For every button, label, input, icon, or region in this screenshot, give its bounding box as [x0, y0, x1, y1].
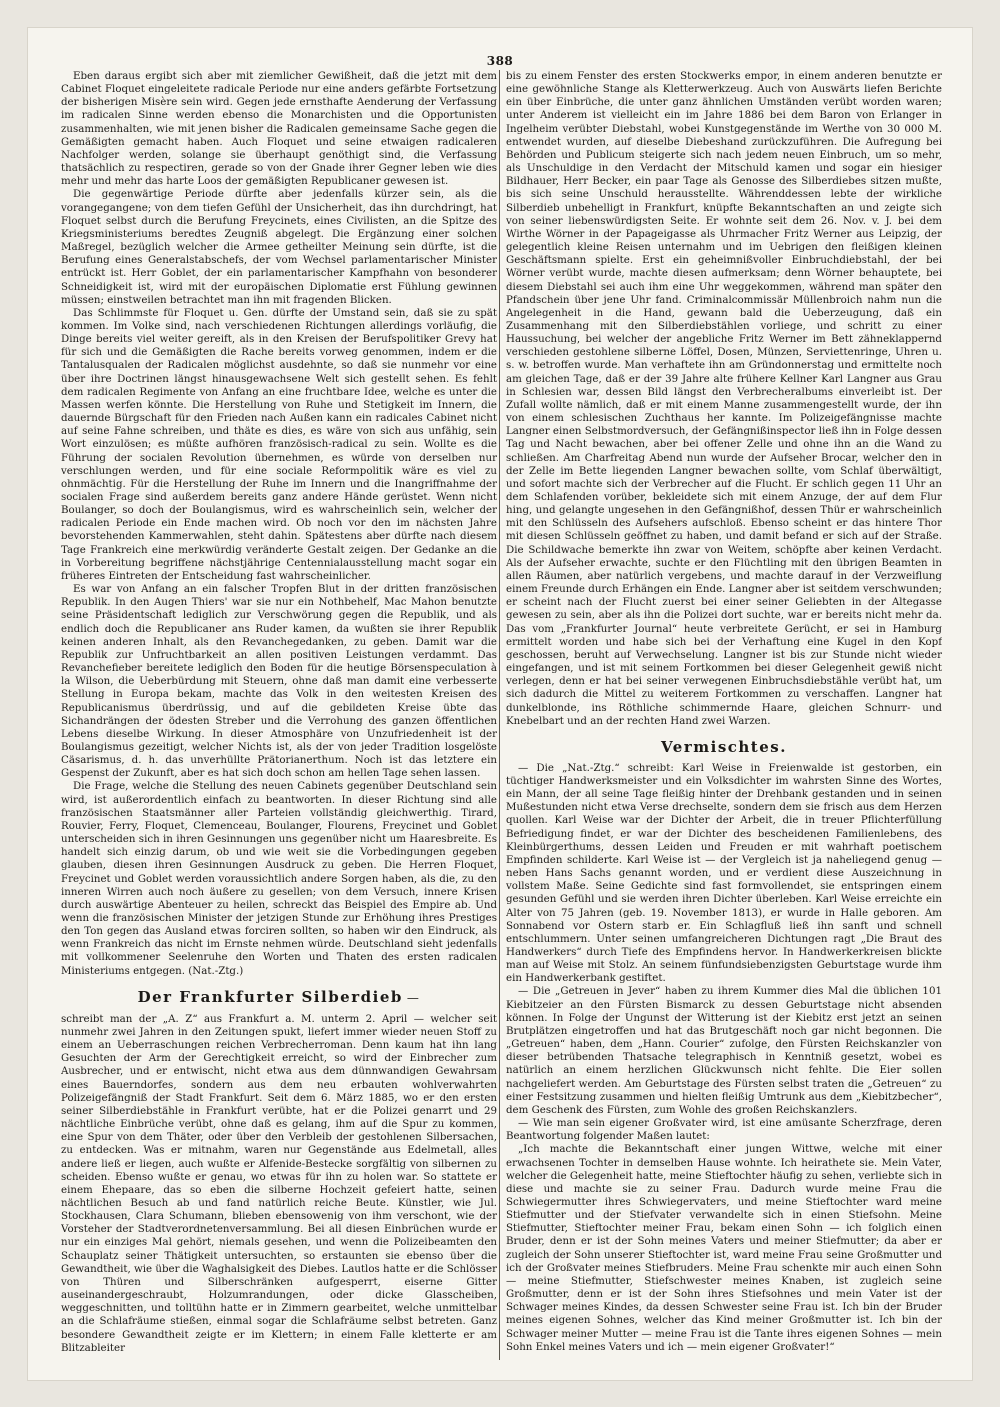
- heading-text: Der Frankfurter Silberdieb: [137, 987, 403, 1006]
- paragraph: Die gegenwärtige Periode dürfte aber jedenfalls kürzer sein, als die vorangegangene; von dem tiefen Gefühl der Unsicherheit, das ihn durchdringt, hat Floquet selbst durch die Berufung Freycinets, eines Civilisten, an die Spitze des Kriegsministeriums beredtes Zeugniß abgelegt. Die Ergänzung einer solchen Maßregel, bezüglich welcher die Armee getheilter Meinung sein dürfte, ist die Berufung eines Generalstabschefs, der vom Wechsel parlamentarischer Minister entrückt ist. Herr Goblet, der ein parlamentarischer Kampfhahn von besonderer Schneidigkeit ist, wird mit der europäischen Diplomatie erst Fühlung gewinnen müssen; einstweilen betrachtet man ihn mit fragenden Blicken.: [61, 188, 497, 306]
- paragraph: Es war von Anfang an ein falscher Tropfen Blut in der dritten französischen Republik. In den Augen Thiers' war sie nur ein Nothbehelf, Mac Mahon benutzte seine Präsidentschaft lediglich zur Verschwörung gegen die Republik, und als endlich doch die Republicaner ans Ruder kamen, da wußten sie ihrer Republik keinen anderen Inhalt, als den Revanchegedanken, zu geben. Damit war die Republik zur Unfruchtbarkeit an allen positiven Leistungen verdammt. Das Revanchefieber bereitete lediglich den Boden für die heutige Börsenspeculation à la Wilson, die Ueberbürdung mit Steuern, ohne daß man damit eine verbesserte Stellung in Europa bekam, machte das Volk in den weitesten Kreisen des Republicanismus überdrüssig, und auf die gebildeten Kreise übte das Sichandrängen der ödesten Streber und die Verrohung des ganzen öffentlichen Lebens dieselbe Wirkung. In dieser Atmosphäre von Unzufriedenheit ist der Boulangismus gezeitigt, welcher Nichts ist, als der von jeder Tradition losgelöste Cäsarismus, d. h. das unverhüllte Prätorianerthum. Noch ist das letztere ein Gespenst der Zukunft, aber es hat sich doch schon am hellen Tage sehen lassen.: [61, 583, 497, 780]
- column-divider: [499, 70, 500, 1360]
- left-column: [61, 70, 497, 1360]
- paragraph: — Die „Getreuen in Jever“ haben zu ihrem Kummer dies Mal die üblichen 101 Kiebitzeier an den Fürsten Bismarck zu dessen Geburtstage nicht absenden können. In Folge der Ungunst der Witterung ist der Kiebitz erst jetzt an seinen Brutplätzen eingetroffen und hat das Brutgeschäft noch gar nicht begonnen. Die „Getreuen“ haben, dem „Hann. Courier“ zufolge, den Fürsten Reichskanzler von dieser betrübenden Thatsache telegraphisch in Kenntniß gesetzt, wobei es natürlich an einem herzlichen Glückwunsch nicht fehlte. Die Eier sollen nachgeliefert werden. Am Geburtstage des Fürsten selbst traten die „Getreuen“ zu einer Festsitzung zusammen und hielten fleißig Umtrunk aus dem „Kiebitzbecher“, dem Geschenk des Fürsten, zum Wohle des großen Reichskanzlers.: [506, 985, 942, 1116]
- paragraph: schreibt man der „A. Z“ aus Frankfurt a. M. unterm 2. April — welcher seit nunmehr zwei Jahren in den Zeitungen spukt, liefert immer wieder neuen Stoff zu einem an Ueberraschungen reichen Verbrecherroman. Denn kaum hat ihn lang Gesuchten der Arm der Gerechtigkeit erreicht, so wird der Einbrecher zum Ausbrecher, und er entwischt, nicht etwa aus dem dünnwandigen Gewahrsam eines Bauerndorfes, sondern aus dem neu erbauten wohlverwahrten Polizeigefängniß der Stadt Frankfurt. Seit dem 6. März 1885, wo er den ersten seiner Silberdiebstähle in Frankfurt verübte, hat er die Polizei genarrt und 29 nächtliche Einbrüche verübt, ohne daß es gelang, ihm auf die Spur zu kommen, eine Spur von dem Thäter, oder über den Verbleib der gestohlenen Silbersachen, zu entdecken. Was er mitnahm, waren nur Gegenstände aus Edelmetall, alles andere ließ er liegen, auch wußte er Alfenide-Bestecke sorgfältig von silbernen zu scheiden. Ebenso wußte er genau, wo etwas für ihn zu holen war. So stattete er einem Ehepaare, das so eben die silberne Hochzeit gefeiert hatte, seinen nächtlichen Besuch ab und fand natürlich reiche Beute. Künstler, wie Jul. Stockhausen, Clara Schumann, blieben ebensowenig von ihm verschont, wie der Vorsteher der Stadtverordnetenversammlung. Bei all diesen Einbrüchen wurde er nur ein einziges Mal gehört, niemals gesehen, und wenn die Polizeibeamten den Schauplatz seiner Thätigkeit untersuchten, so erstaunten sie ebenso über die Gewandtheit, wie über die Waghalsigkeit des Diebes. Lautlos hatte er die Schlösser von Thüren und Silberschränken aufgesperrt, eiserne Gitter auseinandergeschraubt, Holzumrandungen, oder dicke Glasscheiben, weggeschnitten, und tolltühn hatte er in Zimmern gearbeitet, welche unmittelbar an die Schlafräume stießen, einmal sogar die Schlafräume selbst betreten. Ganz besondere Gewandtheit zeigte er im Klettern; in einem Falle kletterte er am Blitzableiter: [61, 1012, 497, 1354]
- paragraph: „Ich machte die Bekanntschaft einer jungen Wittwe, welche mit einer erwachsenen Tochter in demselben Hause wohnte. Ich heirathete sie. Mein Vater, welcher die Gelegenheit hatte, meine Stieftochter häufig zu sehen, verliebte sich in diese und machte sie zu seiner Frau. Dadurch wurde meine Frau die Schwiegermutter ihres Schwiegervaters, und meine Stieftochter ward meine Stiefmutter und der Stiefvater verwandelte sich in einen Stiefsohn. Meine Stiefmutter, Stieftochter meiner Frau, bekam einen Sohn — ich folglich einen Bruder, denn er ist der Sohn meines Vaters und meiner Stiefmutter; da aber er zugleich der Sohn unserer Stieftochter ist, ward meine Frau seine Großmutter und ich der Großvater meines Stiefbruders. Meine Frau schenkte mir auch einen Sohn — meine Stiefmutter, Stiefschwester meines Knaben, ist zugleich seine Großmutter, denn er ist der Sohn ihres Stiefsohnes und mein Vater ist der Schwager meines Kindes, da dessen Schwester seine Frau ist. Ich bin der Bruder meines eigenen Sohnes, welcher das Kind meiner Großmutter ist. Ich bin der Schwager meiner Mutter — meine Frau ist die Tante ihres eigenen Sohnes — mein Sohn Enkel meines Vaters und ich — mein eigener Großvater!“: [506, 1143, 942, 1353]
- paragraph: Eben daraus ergibt sich aber mit ziemlicher Gewißheit, daß die jetzt mit dem Cabinet Floquet eingeleitete radicale Periode nur eine anders gefärbte Fortsetzung der bisherigen Misère sein wird. Gegen jede ernsthafte Aenderung der Verfassung im radicalen Sinne werden ebenso die Monarchisten und die Opportunisten zusammenhalten, wie mit jenen bisher die Radicalen gemeinsame Sache gegen die Gemäßigten gemacht haben. Auch Floquet und seine etwaigen radicaleren Nachfolger werden, solange sie überhaupt genöthigt sind, die Verfassung thatsächlich zu respectiren, gerade so von der Gnade ihrer Gegner leben wie dies mehr und mehr das harte Loos der gemäßigten Republicaner gewesen ist.: [61, 70, 497, 188]
- article-heading-silberdieb: [61, 988, 497, 1007]
- heading-dash: —: [406, 990, 421, 1005]
- paragraph: — Die „Nat.-Ztg.“ schreibt: Karl Weise in Freienwalde ist gestorben, ein tüchtiger Handwerksmeister und ein Volksdichter im wahrsten Sinne des Wortes, ein Mann, der all seine Tage fleißig hinter der Drehbank gestanden und in seinen Mußestunden nicht etwa Verse drechselte, sondern dem sie frisch aus dem Herzen quollen. Karl Weise war der Dichter der Arbeit, die in treuer Pflichterfüllung Befriedigung findet, er war der Dichter des bescheidenen Familienlebens, des Kleinbürgerthums, dessen Leiden und Freuden er mit wahrhaft poetischem Empfinden schilderte. Karl Weise ist — der Vergleich ist ja naheliegend genug — neben Hans Sachs genannt worden, und er verdient diese Auszeichnung in vollstem Maße. Seine Gedichte sind fast formvollendet, sie entspringen einem gesunden Gefühl und sie werden ihren Dichter überleben. Karl Weise erreichte ein Alter von 75 Jahren (geb. 19. November 1813), er wurde in Halle geboren. Am Sonnabend vor Ostern starb er. Ein Schlagfluß ließ ihn sanft und schnell entschlummern. Unter seinen umfangreicheren Dichtungen ragt „Die Braut des Handwerkers“ durch Tiefe des Empfindens hervor. In Handwerkerkreisen blickte man auf Weise mit Stolz. An seinem fünfundsiebenzigsten Geburtstage wurde ihm ein Handwerkerbank gestiftet.: [506, 761, 942, 985]
- newspaper-page: [28, 28, 972, 1380]
- right-column: [506, 70, 942, 1360]
- paragraph: — Wie man sein eigener Großvater wird, ist eine amüsante Scherzfrage, deren Beantwortung folgender Maßen lautet:: [506, 1117, 942, 1143]
- paragraph: Die Frage, welche die Stellung des neuen Cabinets gegenüber Deutschland sein wird, ist außerordentlich einfach zu beantworten. In dieser Richtung sind alle französischen Staatsmänner aller Parteien vollständig gleichwerthig. Tirard, Rouvier, Ferry, Floquet, Clemenceau, Boulanger, Flourens, Freycinet und Goblet unterscheiden sich in ihren Gesinnungen uns gegenüber nicht um Haaresbreite. Es handelt sich einzig darum, ob und wie weit sie die Vorbedingungen gegeben glauben, diesen ihren Gesinnungen Ausdruck zu geben. Die Herren Floquet, Freycinet und Goblet werden voraussichtlich andere Sorgen haben, als die, zu den inneren Wirren auch noch äußere zu gesellen; von dem Versuch, innere Krisen durch auswärtige Abenteuer zu heilen, schreckt das Beispiel des Empire ab. Und wenn die französischen Minister der jetzigen Stunde zur Erhöhung ihres Prestiges den Ton gegen das Ausland etwas forciren sollten, so haben wir den Eindruck, als wenn Frankreich das nicht im Ernste nehmen würde. Deutschland sieht jedenfalls mit vollkommener Seelenruhe den Worten und Thaten des ersten radicalen Ministeriums entgegen. (Nat.-Ztg.): [61, 780, 497, 977]
- section-heading-vermischtes: Vermischtes.: [661, 737, 787, 756]
- page-number: 388: [486, 54, 514, 68]
- paragraph: bis zu einem Fenster des ersten Stockwerks empor, in einem anderen benutzte er eine gewöhnliche Stange als Kletterwerkzeug. Auch von Auswärts liefen Berichte ein über Einbrüche, die unter ganz ähnlichen Umständen verübt worden waren; unter Anderem ist vielleicht ein im Jahre 1886 bei dem Baron von Erlanger in Ingelheim verübter Diebstahl, wobei Kunstgegenstände im Werthe von 30 000 M. entwendet wurden, auf dieselbe Diebeshand zurückzuführen. Die Aufregung bei Behörden und Publicum steigerte sich nach jedem neuen Einbruch, um so mehr, als Unschuldige in den Verdacht der Mitschuld kamen und sogar ein hiesiger Bildhauer, Herr Becker, ein paar Tage als Genosse des Silberdiebes sitzen mußte, bis sich seine Unschuld herausstellte. Währenddessen lebte der wirkliche Silberdieb unbehelligt in Frankfurt, knüpfte Bekanntschaften an und zeigte sich von seiner liebenswürdigsten Seite. Er wohnte seit dem 26. Nov. v. J. bei dem Wirthe Wörner in der Papageigasse als Uhrmacher Fritz Werner aus Leipzig, der gelegentlich kleine Reisen unternahm und im Uebrigen den fleißigen kleinen Geschäftsmann spielte. Erst ein geheimnißvoller Einbruchdiebstahl, der bei Wörner verübt wurde, machte diesen aufmerksam; denn Wörner behauptete, bei diesem Diebstahl sei auch ihm eine Uhr weggekommen, während man später den Pfandschein über jene Uhr fand. Criminalcommissär Müllenbroich nahm nun die Angelegenheit in die Hand, gewann bald die Ueberzeugung, daß ein Zusammenhang mit den Silberdiebstählen vorliege, und schritt zu einer Haussuchung, bei welcher der angebliche Fritz Werner im Bett zähneklappernd verschieden gestohlene silberne Löffel, Dosen, Münzen, Serviettenringe, Uhren u. s. w. betroffen wurde. Man verhaftete ihn am Gründonnerstag und ermittelte noch am gleichen Tage, daß er der 39 Jahre alte frühere Kellner Karl Langner aus Grau in Schlesien war, dessen Bild längst den Verbrecheralbums einverleibt ist. Der Zufall wollte nämlich, daß er mit einem Manne zusammengestellt wurde, der ihn von einem schlesischen Zuchthaus her kannte. Im Polizeigefängnisse machte Langner einen Selbstmordversuch, der Gefängnißinspector ließ ihn in Folge dessen Tag und Nacht bewachen, aber bei offener Zelle und ohne ihn an die Wand zu schließen. Am Charfreitag Abend nun wurde der Aufseher Brocar, welcher den in der Zelle im Bette liegenden Langner bewachen sollte, vom Schlaf überwältigt, und sofort machte sich der Verbrecher auf die Flucht. Er schlich gegen 11 Uhr an dem Schlafenden vorüber, bekleidete sich mit einem Anzuge, der auf dem Flur hing, und gelangte ungesehen in den Gefängnißhof, dessen Thür er wahrscheinlich mit den Schlüsseln des Aufsehers aufschloß. Ebenso scheint er das hintere Thor mit diesen Schlüsseln geöffnet zu haben, und damit befand er sich auf der Straße. Die Schildwache bemerkte ihn zwar von Weitem, schöpfte aber keinen Verdacht. Als der Aufseher erwachte, suchte er den Flüchtling mit den übrigen Beamten in allen Räumen, aber natürlich vergebens, und machte darauf in der Verzweiflung einem Freunde durch Erhängen ein Ende. Langner aber ist seitdem verschwunden; er scheint nach der Flucht zuerst bei einer seiner Geliebten in der Altegasse gewesen zu sein, aber als ihn die Polizei dort suchte, war er bereits nicht mehr da. Das vom „Frankfurter Journal“ heute verbreitete Gerücht, er sei in Hamburg ermittelt worden und habe sich bei der Verhaftung eine Kugel in den Kopf geschossen, beruht auf Verwechselung. Langner ist bis zur Stunde nicht wieder eingefangen, und ist mit seinem Fortkommen bei dieser Gelegenheit gewiß nicht verlegen, denn er hat bei seiner verwegenen Einbruchsdiebstähle verübt hat, um sich dadurch die Mittel zu weiterem Fortkommen zu verschaffen. Langner hat dunkelblonde, ins Röthliche schimmernde Haare, gleichen Schnurr- und Knebelbart und an der rechten Hand zwei Warzen.: [506, 70, 942, 727]
- paragraph: Das Schlimmste für Floquet u. Gen. dürfte der Umstand sein, daß sie zu spät kommen. Im Volke sind, nach verschiedenen Richtungen allerdings vorläufig, die Dinge bereits viel weiter gereift, als in den Kreisen der Berufspolitiker Grevy hat für sich und die Gemäßigten die Rache bereits vorweg genommen, indem er die Tantalusqualen der Radicalen möglichst ausdehnte, so daß sie nunmehr vor eine über ihre Doctrinen längst hinausgewachsene Welt sich gestellt sehen. Es fehlt dem radicalen Regimente von Anfang an eine fruchtbare Idee, welche es unter die Massen werfen könnte. Die Herstellung von Ruhe und Stetigkeit im Innern, die dauernde Bürgschaft für den Frieden nach Außen kann ein radicales Cabinet nicht auf seine Fahne schreiben, und thäte es dies, es wäre von sich aus unfähig, sein Wort einzulösen; es müßte aufhören französisch-radical zu sein. Wollte es die Führung der socialen Revolution übernehmen, es würde von derselben nur verschlungen werden, und für eine sociale Reformpolitik wäre es viel zu ohnmächtig. Für die Herstellung der Ruhe im Innern und die Inangriffnahme der socialen Frage sind außerdem bereits ganz andere Hände gerüstet. Wenn nicht Boulanger, so doch der Boulangismus, wird es wahrscheinlich sein, welcher der radicalen Periode ein Ende machen wird. Ob noch vor den im nächsten Jahre bevorstehenden Kammerwahlen, steht dahin. Spätestens aber dürfte nach diesem Tage Frankreich eine merkwürdig veränderte Gestalt zeigen. Der Gedanke an die in Vorbereitung begriffene nächstjährige Centennialausstellung macht sogar ein früheres Eintreten der Entscheidung fast wahrscheinlicher.: [61, 306, 497, 582]
